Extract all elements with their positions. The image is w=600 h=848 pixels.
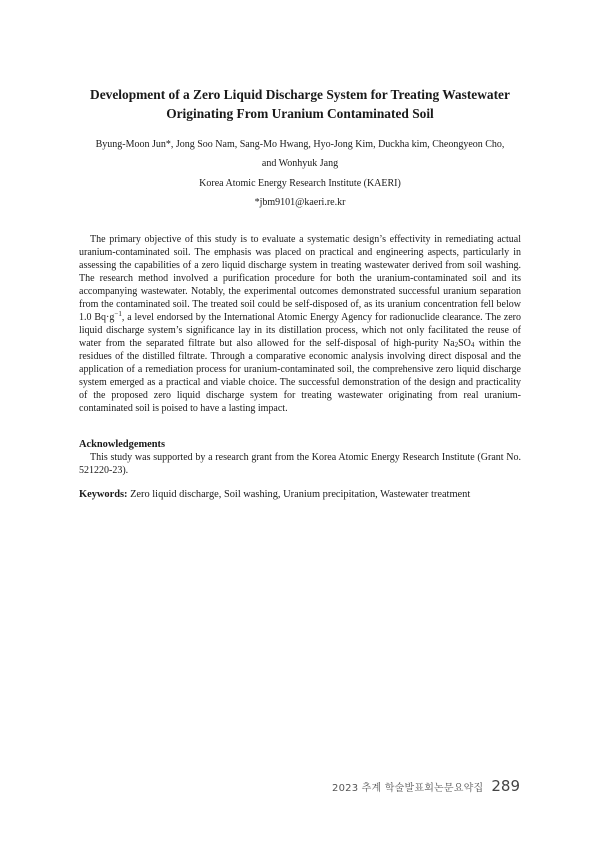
abstract-superscript: −1 (114, 310, 122, 318)
publication-name: 2023 추계 학술발표회논문요약집 (332, 783, 484, 794)
abstract-part-2: , a level endorsed by the International Atomic Energy Agency for radionuclide clearance. The zero liquid discharge system’s significance lay in its distillation process, which not only facilitated the reuse of water from the separated filtrate but also allowed for the self-disposal of high-purity Na (79, 312, 521, 349)
acknowledgements-body: This study was supported by a research grant from the Korea Atomic Energy Research Institute (Grant No. 521220-23). (79, 452, 521, 476)
abstract-part-3: SO (458, 338, 471, 349)
authors-line-1: Byung-Moon Jun*, Jong Soo Nam, Sang-Mo Hwang, Hyo-Jong Kim, Duckha kim, Cheongyeon Cho, (95, 139, 505, 150)
abstract-subscript-2: 4 (470, 341, 475, 349)
title-line-2: Originating From Uranium Contaminated Soil (166, 106, 434, 121)
keywords-text: Zero liquid discharge, Soil washing, Uranium precipitation, Wastewater treatment (127, 489, 471, 500)
keywords (79, 488, 521, 501)
authors-line-2: and Wonhyuk Jang (261, 158, 339, 169)
keywords-label: Keywords: (79, 489, 128, 500)
paper-title (60, 85, 540, 123)
abstract-part-4: within the residues of the distilled filtrate. Through a comparative economic analysis involving direct disposal and the application of a remediation process for uranium-contaminated soil, the comprehensive zero liquid discharge system emerged as a practical and viable choice. The successful demonstration of the design and practicality of the proposed zero liquid discharge system for treating wastewater originating from real uranium-contaminated soil is poised to have a lasting impact. (79, 338, 521, 414)
acknowledgements-heading: Acknowledgements (79, 439, 166, 450)
page-footer (332, 777, 520, 795)
page-number: 289 (491, 777, 520, 795)
title-line-1: Development of a Zero Liquid Discharge System for Treating Wastewater (90, 87, 510, 102)
abstract (79, 233, 521, 415)
affiliation: Korea Atomic Energy Research Institute (KAERI) (199, 178, 401, 189)
corresponding-email: *jbm9101@kaeri.re.kr (254, 197, 346, 208)
abstract-subscript-1: 2 (454, 341, 459, 349)
abstract-part-1: The primary objective of this study is to evaluate a systematic design’s effectivity in remediating actual uranium-contaminated soil. The emphasis was placed on practical and engineering aspects, particularly in assessing the capabilities of a zero liquid discharge system in treating wastewater derived from soil washing. The research method involved a purification procedure for both the uranium-contaminated soil and its accompanying wastewater. Notably, the experimental outcomes demonstrated successful uranium separation from the contaminated soil. The treated soil could be self-disposed of, as its uranium concentration fell below 1.0 Bq·g (79, 234, 521, 323)
